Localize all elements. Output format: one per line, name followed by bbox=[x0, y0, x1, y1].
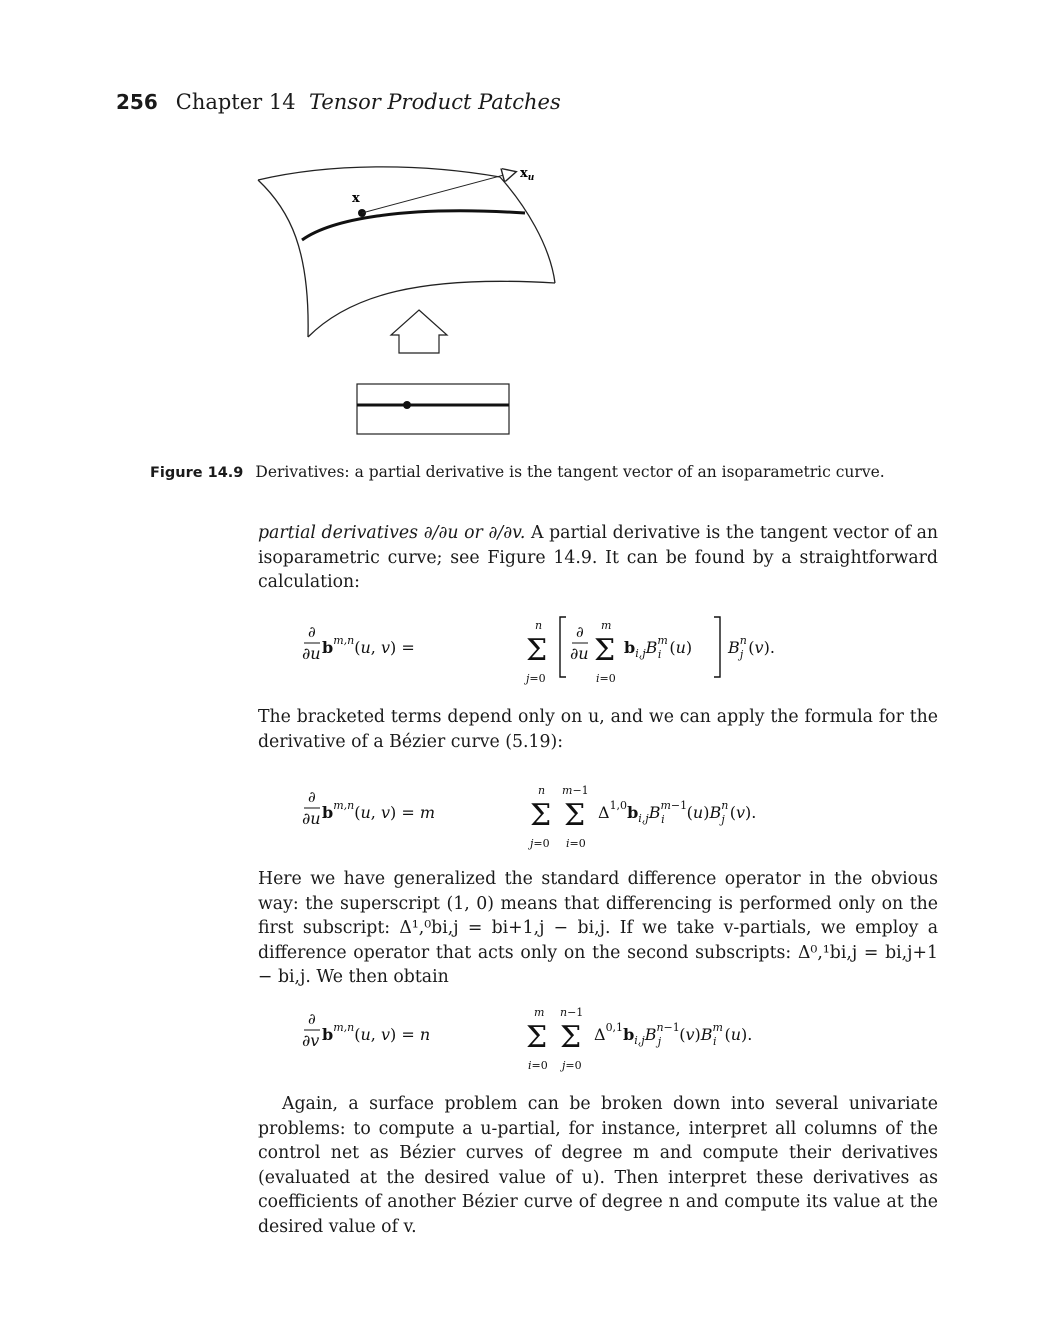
chapter-title: Tensor Product Patches bbox=[308, 90, 561, 114]
equation-3 bbox=[290, 992, 870, 1072]
svg-text:bi,jBmi(u): $b_{i,j}B^m$ i (u) bbox=[624, 634, 693, 661]
svg-text:Bnj(v).: $B^n$ j (v). bbox=[728, 634, 775, 661]
svg-text:Σ: Σ bbox=[560, 1020, 582, 1055]
partial-operators: ∂/∂u or ∂/∂v. bbox=[423, 523, 526, 543]
paragraph-2: The bracketed terms depend only on u, and we can apply the formula for the derivative of a Bézier curve (5.19): bbox=[258, 707, 938, 752]
svg-text:n: n bbox=[535, 619, 543, 632]
svg-text:n: n bbox=[538, 784, 546, 797]
paragraph-1-text: A partial derivative is the tangent vector of an isoparametric curve; see Figure 14.9. It can be found by a straightforward calculation: bbox=[258, 523, 938, 593]
parameter-domain bbox=[357, 384, 509, 434]
svg-text:bm,n(u, v) = n: $b^{m,n}(u$, v) = n bbox=[322, 1021, 431, 1044]
svg-text:j=0: j=0 bbox=[526, 672, 546, 685]
svg-text:∂v: ∂v bbox=[302, 1031, 320, 1050]
svg-text:∂u: ∂u bbox=[570, 644, 589, 663]
svg-text:Σ: Σ bbox=[526, 1020, 548, 1055]
paragraph-3: Here we have generalized the standard difference operator in the obvious way: the superscript (1, 0) means that differencing is performed only on the first subscript: Δ¹,⁰bi,j = bi+1,j − bi,j. If we take v-partials, we employ a difference operator that acts only on the second subscripts: Δ⁰,¹bi,j = bi,j+1 − bi,j. We then obtain bbox=[258, 869, 938, 988]
svg-text:i=0: i=0 bbox=[528, 1059, 548, 1072]
isoparametric-curve bbox=[302, 211, 525, 240]
term-partial-derivatives: partial derivatives bbox=[258, 523, 419, 543]
domain-point bbox=[403, 401, 411, 409]
svg-text:∂u: ∂u bbox=[302, 809, 321, 828]
surface-patch bbox=[258, 167, 555, 337]
paragraph-4: Again, a surface problem can be broken down into several univariate problems: to compute a u-partial, for instance, interpret all columns of the control net as Bézier curves of degree m and compute their derivatives (evaluated at the desired value of u). Then interpret these derivatives as coefficients of another Bézier curve of degree n and compute its value at the desired value of v. bbox=[258, 1094, 938, 1237]
svg-text:j=0: j=0 bbox=[562, 1059, 582, 1072]
tangent-vector-xu bbox=[362, 172, 515, 213]
label-x: x bbox=[352, 191, 360, 206]
svg-text:∂: ∂ bbox=[308, 1010, 316, 1028]
figure-caption bbox=[150, 463, 885, 481]
figure-14-9 bbox=[250, 155, 570, 440]
svg-text:j=0: j=0 bbox=[530, 837, 550, 850]
running-header bbox=[116, 90, 561, 114]
label-xu: $x_u$ bbox=[520, 166, 535, 183]
svg-text:Σ: Σ bbox=[526, 633, 548, 668]
svg-text:Σ: Σ bbox=[594, 633, 616, 668]
caption-label: Figure 14.9 bbox=[150, 465, 244, 481]
svg-text:∂: ∂ bbox=[576, 623, 584, 641]
svg-text:m: m bbox=[534, 1006, 545, 1019]
equation-2 bbox=[290, 770, 870, 850]
svg-text:∂u: ∂u bbox=[302, 644, 321, 663]
svg-text:Σ: Σ bbox=[564, 798, 586, 833]
svg-text:bm,n(u, v) = m: $b^{m,n}(u$, v) = m bbox=[322, 799, 435, 822]
svg-text:∂: ∂ bbox=[308, 623, 316, 641]
paragraph-1 bbox=[258, 521, 938, 595]
svg-text:m−1: m−1 bbox=[562, 784, 589, 797]
svg-text:∂: ∂ bbox=[308, 788, 316, 806]
svg-text:i=0: i=0 bbox=[566, 837, 586, 850]
svg-text:Δ0,1bi,jBn−1j(v)Bmi(u).: $\Delta^{0,1}b_{i,j}B^{n-1}$ j $(v)B^m$ i (u). bbox=[594, 1021, 753, 1048]
svg-text:Δ1,0bi,jBm−1i(u)Bnj(v).: $\Delta^{1,0}b_{i,j}B^{m-1}$ i $(u)B^n$ j (v). bbox=[598, 799, 757, 826]
chapter-label: Chapter 14 bbox=[175, 90, 296, 114]
caption-text: Derivatives: a partial derivative is the tangent vector of an isoparametric curve. bbox=[255, 463, 885, 481]
svg-text:i=0: i=0 bbox=[596, 672, 616, 685]
up-arrow bbox=[391, 310, 447, 353]
svg-text:n−1: n−1 bbox=[560, 1006, 584, 1019]
page-number: 256 bbox=[116, 90, 158, 114]
svg-text:m: m bbox=[601, 619, 612, 632]
equation-1 bbox=[290, 605, 870, 685]
svg-text:Σ: Σ bbox=[530, 798, 552, 833]
svg-text:bm,n(u, v) =: $b^{m,n}(u$, v) = bbox=[322, 634, 415, 657]
